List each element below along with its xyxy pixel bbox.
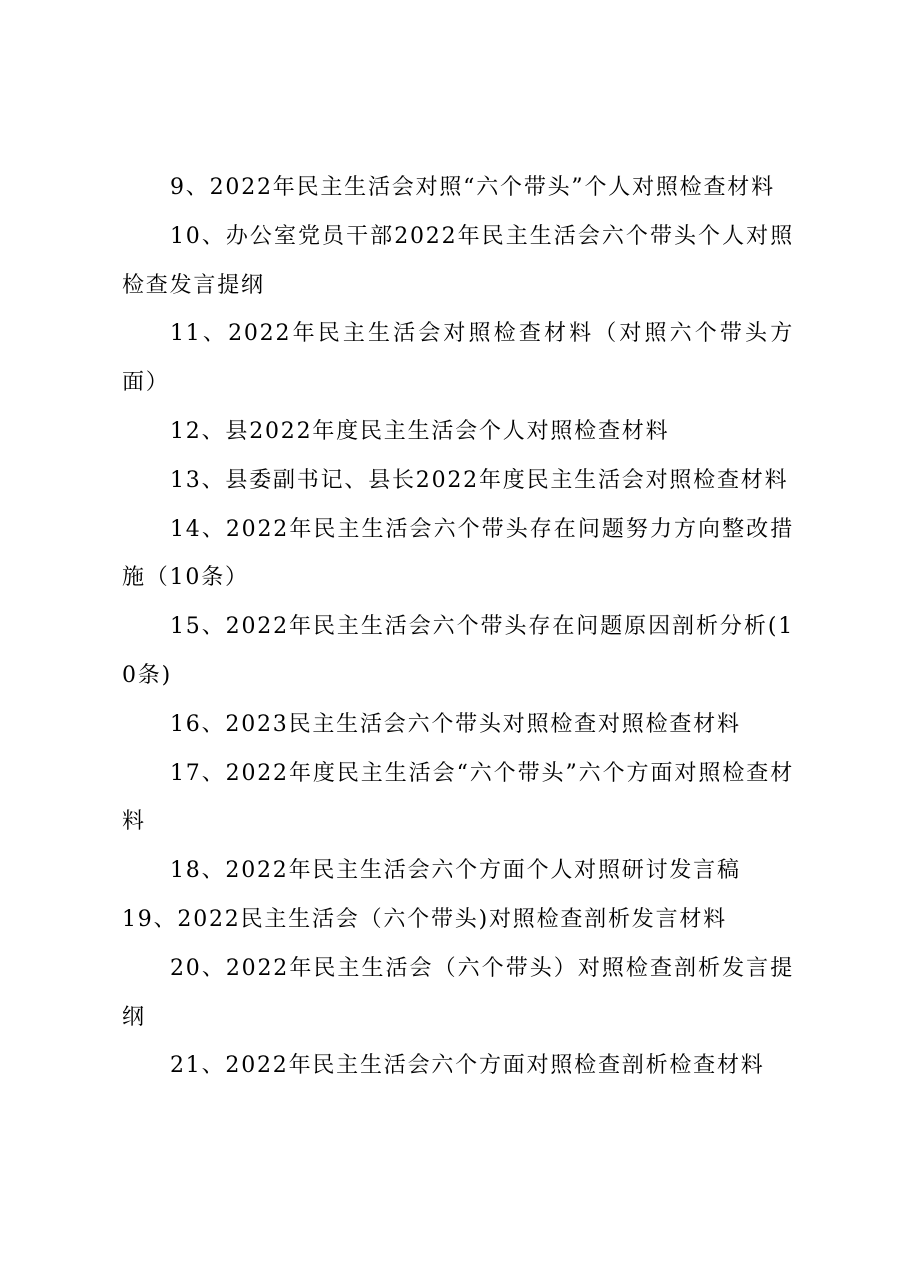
list-item: 17、2022年度民主生活会“六个带头”六个方面对照检查材料: [122, 760, 794, 835]
list-item: 10、办公室党员干部2022年民主生活会六个带头个人对照检查发言提纲: [122, 223, 794, 298]
list-item: 12、县2022年度民主生活会个人对照检查材料: [170, 418, 670, 444]
list-item: 16、2023民主生活会六个带头对照检查对照检查材料: [170, 711, 741, 737]
list-item: 14、2022年民主生活会六个带头存在问题努力方向整改措施（10条）: [122, 516, 794, 591]
document-list: [122, 164, 794, 1091]
list-item: 18、2022年民主生活会六个方面个人对照研讨发言稿: [170, 858, 741, 884]
list-item: 11、2022年民主生活会对照检查材料（对照六个带头方面）: [122, 321, 794, 396]
list-item: 15、2022年民主生活会六个带头存在问题原因剖析分析(10条): [122, 614, 794, 688]
list-item: 9、2022年民主生活会对照“六个带头”个人对照检查材料: [170, 175, 775, 200]
list-item: 19、2022民主生活会（六个带头)对照检查剖析发言材料: [122, 906, 727, 932]
list-item: 21、2022年民主生活会六个方面对照检查剖析检查材料: [170, 1053, 765, 1079]
list-item: 13、县委副书记、县长2022年度民主生活会对照检查材料: [170, 467, 789, 493]
list-item: 20、2022年民主生活会（六个带头）对照检查剖析发言提纲: [122, 955, 794, 1030]
